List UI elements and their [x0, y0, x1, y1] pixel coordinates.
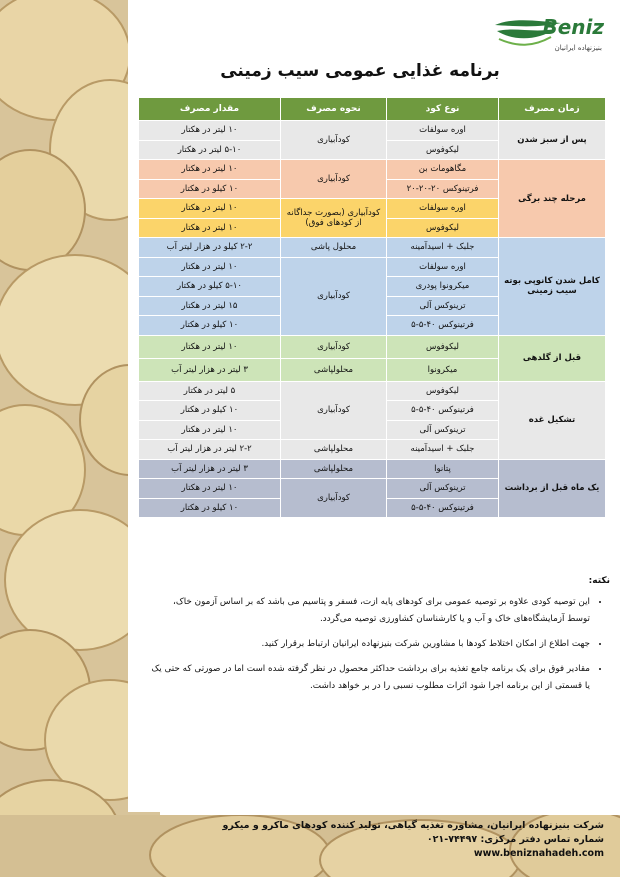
amount-cell: ۱۰ لیتر در هکتار — [139, 420, 281, 440]
feeding-program-table — [138, 97, 606, 518]
logo-subtitle: بنیزنهاده ایرانیان — [554, 44, 602, 52]
footer-website-link[interactable]: www.beniznahadeh.com — [473, 848, 604, 859]
fertilizer-cell: پتانوا — [387, 459, 499, 479]
fertilizer-cell: لیکوفوس — [387, 335, 499, 358]
notes-section — [150, 573, 610, 703]
amount-cell: ۳ لیتر در هزار لیتر آب — [139, 358, 281, 381]
amount-cell: ۱۰ کیلو در هکتار — [139, 316, 281, 336]
fertilizer-cell: ترینوکس آلی — [387, 420, 499, 440]
footer-contact — [134, 819, 604, 861]
table-row — [139, 238, 606, 258]
stage-cell: مرحله چند برگی — [499, 160, 606, 238]
amount-cell: ۵-۱۰ لیتر در هکتار — [139, 140, 281, 160]
table-row — [139, 459, 606, 479]
fertilizer-cell: اوره سولفات — [387, 121, 499, 141]
header-amount: مقدار مصرف — [139, 98, 281, 121]
beniz-logo — [493, 15, 608, 59]
amount-cell: ۳ لیتر در هزار لیتر آب — [139, 459, 281, 479]
method-cell: محلولپاشی — [281, 440, 387, 460]
fertilizer-cell: میکرونوا پودری — [387, 277, 499, 297]
fertilizer-cell: ترینوکس آلی — [387, 296, 499, 316]
method-cell: محلولپاشی — [281, 459, 387, 479]
stage-cell: قبل از گلدهی — [499, 335, 606, 381]
stage-cell: یک ماه قبل از برداشت — [499, 459, 606, 518]
page-title: برنامه غذایی عمومی سیب زمینی — [220, 61, 500, 81]
fertilizer-cell: اوره سولفات — [387, 257, 499, 277]
method-cell: کودآبیاری — [281, 160, 387, 199]
amount-cell: ۱۵ لیتر در هکتار — [139, 296, 281, 316]
amount-cell: ۱۰ لیتر در هکتار — [139, 121, 281, 141]
stage-cell: پس از سبز شدن — [499, 121, 606, 160]
fertilizer-cell: ترینوکس آلی — [387, 479, 499, 499]
logo-wordmark: Beniz — [542, 15, 604, 39]
header-time: زمان مصرف — [499, 98, 606, 121]
header-fertilizer: نوع کود — [387, 98, 499, 121]
amount-cell: ۲-۲ لیتر در هزار لیتر آب — [139, 440, 281, 460]
amount-cell: ۱۰ لیتر در هکتار — [139, 479, 281, 499]
amount-cell: ۱۰ کیلو در هکتار — [139, 498, 281, 518]
amount-cell: ۱۰ لیتر در هکتار — [139, 218, 281, 238]
fertilizer-cell: مگاهومات بن — [387, 160, 499, 180]
method-cell: کودآبیاری — [281, 257, 387, 335]
notes-heading: نکته: — [588, 576, 610, 586]
method-cell: کودآبیاری — [281, 381, 387, 440]
amount-cell: ۱۰ لیتر در هکتار — [139, 335, 281, 358]
amount-cell: ۱۰ لیتر در هکتار — [139, 199, 281, 219]
fertilizer-cell: میکرونوا — [387, 358, 499, 381]
fertilizer-cell: فرتینوکس ۲۰-۲۰-۲۰ — [387, 179, 499, 199]
fertilizer-cell: لیکوفوس — [387, 381, 499, 401]
amount-cell: ۱۰ لیتر در هکتار — [139, 257, 281, 277]
table-row — [139, 335, 606, 358]
fertilizer-cell: اوره سولفات — [387, 199, 499, 219]
fertilizer-cell: جلبک + اسیدآمینه — [387, 238, 499, 258]
note-item: • جهت اطلاع از امکان اختلاط کودها با مشاورین شرکت بنیزنهاده ایرانیان ارتباط برقرار کنید. — [150, 636, 590, 653]
stage-cell: تشکیل غده — [499, 381, 606, 459]
footer-phone-line: شماره تماس دفتر مرکزی: ۷۴۴۹۷-۰۲۱ — [426, 834, 604, 845]
amount-cell: ۱۰ لیتر در هکتار — [139, 160, 281, 180]
header-method: نحوه مصرف — [281, 98, 387, 121]
note-item: • این توصیه کودی علاوه بر توصیه عمومی برای کودهای پایه ازت، فسفر و پتاسیم می باشد که بر اساس آزمون خاک، توسط آزمایشگاه‌های خاک و آب و یا کارشناسان کشاورزی توصیه می‌گردد. — [150, 594, 590, 628]
method-cell: کودآبیاری (بصورت جداگانه از کودهای فوق) — [281, 199, 387, 238]
amount-cell: ۱۰ کیلو در هکتار — [139, 179, 281, 199]
table-row — [139, 160, 606, 180]
amount-cell: ۵-۱۰ کیلو در هکتار — [139, 277, 281, 297]
note-item: • مقادیر فوق برای یک برنامه جامع تغذیه برای برداشت حداکثر محصول در نظر گرفته شده است اما در صورتی که حتی یک یا قسمتی از این برنامه اجرا شود اثرات مطلوب نسبی را در بر خواهد داشت. — [150, 661, 590, 695]
method-cell: محلول پاشی — [281, 238, 387, 258]
amount-cell: ۵ لیتر در هکتار — [139, 381, 281, 401]
amount-cell: ۱۰ کیلو در هکتار — [139, 401, 281, 421]
amount-cell: ۲-۲ کیلو در هزار لیتر آب — [139, 238, 281, 258]
table-row — [139, 381, 606, 401]
method-cell: کودآبیاری — [281, 479, 387, 518]
fertilizer-cell: فرتینوکس ۴۰-۵-۵ — [387, 498, 499, 518]
fertilizer-cell: فرتینوکس ۴۰-۵-۵ — [387, 401, 499, 421]
footer-company-line: شرکت بنیزنهاده ایرانیان، مشاوره تغذیه گیاهی، تولید کننده کودهای ماکرو و میکرو — [222, 820, 604, 831]
table-header-row — [139, 98, 606, 121]
method-cell: کودآبیاری — [281, 335, 387, 358]
fertilizer-cell: جلبک + اسیدآمینه — [387, 440, 499, 460]
stage-cell: کامل شدن کانوپی بوته سیب زمینی — [499, 238, 606, 336]
fertilizer-cell: لیکوفوس — [387, 218, 499, 238]
notes-list — [150, 594, 610, 695]
method-cell: کودآبیاری — [281, 121, 387, 160]
fertilizer-cell: فرتینوکس ۴۰-۵-۵ — [387, 316, 499, 336]
table-row — [139, 121, 606, 141]
method-cell: محلولپاشی — [281, 358, 387, 381]
fertilizer-cell: لیکوفوس — [387, 140, 499, 160]
